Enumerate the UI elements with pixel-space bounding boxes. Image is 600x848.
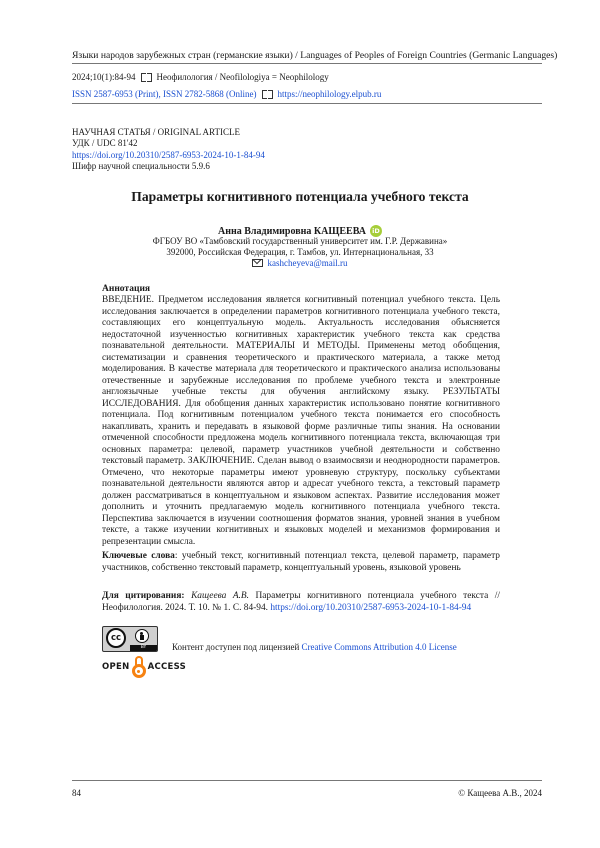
abstract-heading: Аннотация bbox=[102, 284, 151, 294]
email-line bbox=[0, 258, 600, 268]
article-front-matter bbox=[72, 127, 265, 172]
envelope-icon bbox=[252, 259, 263, 267]
issn-info: ISSN 2587-6953 (Print), ISSN 2782-5868 (Online) bbox=[72, 89, 257, 99]
citation-author: Кащеева А.В. bbox=[191, 591, 249, 601]
citation-text: Параметры когнитивного потенциала учебного текста // Неофилология. 2024. Т. 10. № 1. С. 84-94. bbox=[102, 591, 500, 613]
cc-icon: cc bbox=[106, 628, 126, 648]
book-icon bbox=[262, 90, 273, 98]
book-icon bbox=[141, 73, 152, 81]
page-number: 84 bbox=[72, 788, 81, 798]
open-lock-icon bbox=[132, 656, 146, 678]
journal-section-header: Языки народов зарубежных стран (германские языки) / Languages of Peoples of Foreign Countries (Germanic Languages) bbox=[72, 50, 558, 61]
keywords-block bbox=[102, 551, 500, 574]
issn-line bbox=[72, 89, 381, 99]
doi-link[interactable]: https://doi.org/10.20310/2587-6953-2024-10-1-84-94 bbox=[72, 149, 265, 160]
cc-by-license-icon[interactable] bbox=[102, 626, 158, 652]
footer-divider bbox=[72, 780, 542, 781]
citation-doi-link[interactable]: https://doi.org/10.20310/2587-6953-2024-10-1-84-94 bbox=[270, 602, 472, 613]
copyright: © Кащеева А.В., 2024 bbox=[458, 788, 542, 798]
attribution-person-icon bbox=[135, 629, 149, 643]
website-link[interactable]: https://neophilology.elpub.ru bbox=[277, 89, 382, 99]
issue-line bbox=[72, 72, 329, 82]
article-title: Параметры когнитивного потенциала учебного текста bbox=[131, 189, 469, 204]
open-access-right: ACCESS bbox=[147, 662, 187, 672]
orcid-icon[interactable]: iD bbox=[370, 225, 382, 237]
issue-info: 2024;10(1):84-94 bbox=[72, 72, 136, 82]
journal-name: Неофилология / Neofilologiya = Neophilology bbox=[156, 72, 329, 82]
abstract-text: ВВЕДЕНИЕ. Предметом исследования является когнитивный потенциал учебного текста. Цель исследования заключается в определении параметров когнитивного потенциала учебного текста, составляющих его концептуальную модель. Актуальность исследования объясняется недостаточной изученностью когнитивных характеристик учебного текста как средства познавательной деятельности. МАТЕРИАЛЫ И МЕТОДЫ. Применены метод обобщения, систематизации и сравнения теоретического и практического материала, а также метод моделирования. В качестве материала для теоретического и практического анализа использованы отечественные и зарубежные исследования по проблеме учебного текста и электронные англоязычные учебные тексты для обучения английскому языку. РЕЗУЛЬТАТЫ ИССЛЕДОВАНИЯ. Для обобщения данных характеристик использовано понятие когнитивного потенциала. Под когнитивным потенциалом учебного текста понимается его способность накапливать, хранить и передавать в языковой форме различные типы знания. На основании отмеченной способности предложена модель когнитивного потенциала текста, включающая три основных параметра: целевой, параметр участников учебной деятельности и собственно текстовый параметр. ЗАКЛЮЧЕНИЕ. Сделан вывод о взаимосвязи и неоднородности параметров. Отмечено, что некоторые параметры имеют уровневую структуру, поскольку субъектами познавательной деятельности являются автор и адресат учебного текста, а текстовый параметр должен рассматриваться в концептуальном и языковом аспектах. Развитие исследования может дополнить и уточнить предлагаемую модель когнитивного потенциала учебного текста. Перспектива заключается в изучении соотношения форматов знания, уровней знания в учебном тексте, а также изучении когнитивных и языковых моделей и механизмов формирования и репрезентации смысла. bbox=[102, 295, 500, 547]
license-link[interactable]: Creative Commons Attribution 4.0 License bbox=[301, 642, 457, 652]
citation-block bbox=[102, 591, 500, 614]
citation-label: Для цитирования: bbox=[102, 591, 185, 601]
author-email[interactable]: kashcheyeva@mail.ru bbox=[267, 258, 348, 268]
open-access-left: OPEN bbox=[102, 662, 130, 672]
udc-code: УДК / UDC 81'42 bbox=[72, 138, 138, 149]
open-access-logo bbox=[102, 656, 186, 678]
author-address: 392000, Российская Федерация, г. Тамбов, ул. Интернациональная, 33 bbox=[166, 247, 434, 257]
header-divider bbox=[72, 63, 542, 64]
by-label: BY bbox=[130, 645, 157, 651]
specialty-code: Шифр научной специальности 5.9.6 bbox=[72, 160, 210, 171]
keywords-label: Ключевые слова bbox=[102, 551, 175, 561]
author-affiliation: ФГБОУ ВО «Тамбовский государственный университет им. Г.Р. Державина» bbox=[152, 236, 448, 246]
keywords-text: : учебный текст, когнитивный потенциал текста, целевой параметр, параметр участников, собственно текстовый параметр, концептуальный уровень, языковой уровень bbox=[102, 551, 500, 573]
header-divider-bottom bbox=[72, 103, 542, 104]
author-name: Анна Владимировна КАЩЕЕВА bbox=[218, 225, 366, 237]
license-prefix: Контент доступен под лицензией bbox=[172, 642, 302, 652]
license-statement bbox=[172, 642, 457, 652]
article-type: НАУЧНАЯ СТАТЬЯ / ORIGINAL ARTICLE bbox=[72, 127, 240, 137]
